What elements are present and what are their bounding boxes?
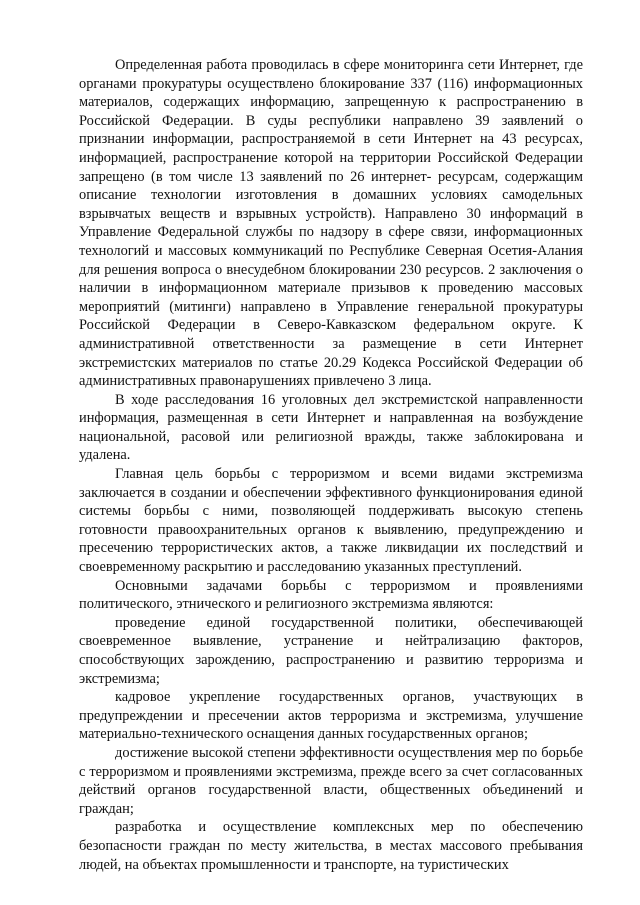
list-item-staffing: кадровое укрепление государственных органов, участвующих в предупреждении и пресечении актов терроризма и экстремизма, улучшение материально-технического оснащения данных государственных органов; bbox=[79, 689, 583, 743]
paragraph-main-tasks: Основными задачами борьбы с терроризмом и проявлениями политического, этнического и религиозного экстремизма являются: bbox=[79, 577, 583, 613]
paragraph-criminal-cases: В ходе расследования 16 уголовных дел экстремистской направленности информация, размещенная в сети Интернет и направленная на возбуждение национальной, расовой или религиозной вражды, также заблокирована и удалена. bbox=[79, 391, 583, 464]
list-item-efficiency: достижение высокой степени эффективности осуществления мер по борьбе с терроризмом и проявлениями экстремизма, прежде всего за счет согласованных действий органов государственной власти, общественных объединений и граждан; bbox=[79, 744, 583, 817]
paragraph-internet-monitoring: Определенная работа проводилась в сфере мониторинга сети Интернет, где органами прокуратуры осуществлено блокирование 337 (116) информационных материалов, содержащих информацию, запрещенную к распространению в Российской Федерации. В суды республики направлено 39 заявлений о признании информации, распространяемой в сети Интернет на 43 ресурсах, информацией, распространение которой на территории Российской Федерации запрещено (в том числе 13 заявлений по 26 интернет- ресурсам, содержащим описание технологии изготовления в домашних условиях самодельных взрывчатых веществ и взрывных устройств). Направлено 30 информаций в Управление Федеральной службы по надзору в сфере связи, информационных технологий и массовых коммуникаций по Республике Северная Осетия-Алания для решения вопроса о внесудебном блокировании 230 ресурсов. 2 заключения о наличии в информационном материале призывов к проведению массовых мероприятий (митинги) направлено в Управление генеральной прокуратуры Российской Федерации в Северо-Кавказском федеральном округе. К административной ответственности за размещение в сети Интернет экстремистских материалов по статье 20.29 Кодекса Российской Федерации об административных правонарушениях привлечено 3 лица. bbox=[79, 57, 583, 390]
document-body bbox=[79, 56, 583, 874]
list-item-security-measures: разработка и осуществление комплексных мер по обеспечению безопасности граждан по месту жительства, в местах массового пребывания людей, на объектах промышленности и транспорте, на туристических bbox=[79, 819, 583, 873]
paragraph-main-goal: Главная цель борьбы с терроризмом и всеми видами экстремизма заключается в создании и обеспечении эффективного функционирования единой системы борьбы с ними, позволяющей поддерживать высокую степень готовности правоохранительных органов к выявлению, предупреждению и пресечению террористических актов, а также ликвидации их последствий и своевременному раскрытию и расследованию указанных преступлений. bbox=[79, 466, 583, 576]
list-item-unified-policy: проведение единой государственной политики, обеспечивающей своевременное выявление, устранение и нейтрализацию факторов, способствующих зарождению, распространению и развитию терроризма и экстремизма; bbox=[79, 614, 583, 687]
